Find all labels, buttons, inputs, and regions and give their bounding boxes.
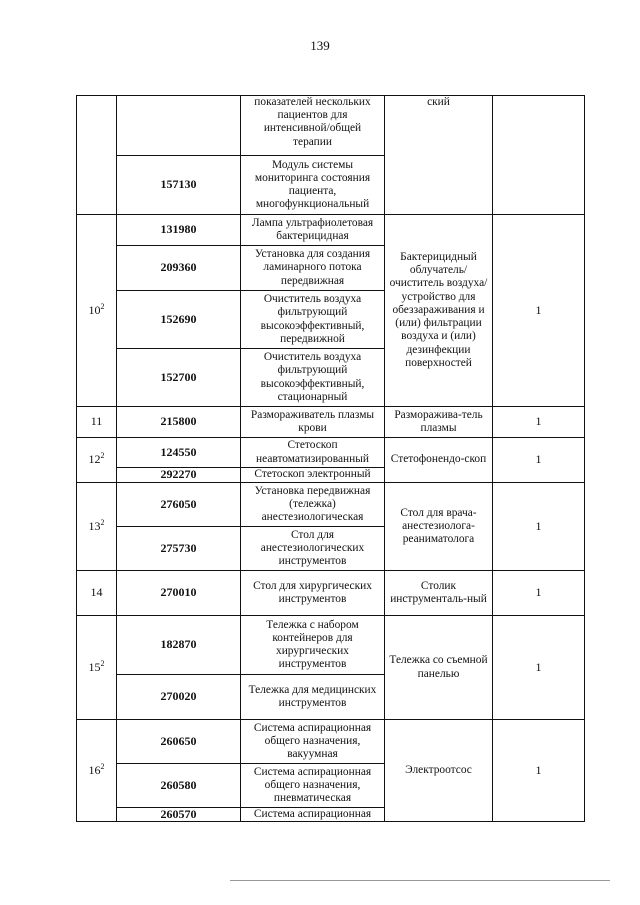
- code-cell: 215800: [117, 407, 241, 438]
- table-row: [77, 96, 585, 156]
- count-cell: [493, 96, 585, 215]
- code-cell: 260580: [117, 764, 241, 808]
- group-name-cell: Тележка со съемной панелью: [385, 616, 493, 720]
- code-cell: 270020: [117, 675, 241, 720]
- name-cell: Установка передвижная (тележка) анестезиологическая: [241, 483, 385, 527]
- name-cell: Система аспирационная общего назначения, пневматическая: [241, 764, 385, 808]
- name-cell: Размораживатель плазмы крови: [241, 407, 385, 438]
- table-row: [77, 407, 585, 438]
- code-cell: 152700: [117, 349, 241, 407]
- name-cell: Лампа ультрафиолетовая бактерицидная: [241, 215, 385, 246]
- bottom-divider: [230, 880, 610, 881]
- name-cell: Модуль системы мониторинга состояния пациента, многофункциональный: [241, 156, 385, 215]
- code-cell: 152690: [117, 291, 241, 349]
- group-name-cell: Разморажива-тель плазмы: [385, 407, 493, 438]
- code-cell: 157130: [117, 156, 241, 215]
- code-cell: 131980: [117, 215, 241, 246]
- code-cell: 209360: [117, 246, 241, 291]
- table-row: [77, 571, 585, 616]
- page-number: 139: [310, 38, 330, 53]
- name-cell: Тележка для медицинских инструментов: [241, 675, 385, 720]
- code-cell: 260650: [117, 720, 241, 764]
- row-number-cell: $13^2$: [77, 483, 117, 571]
- row-number-cell: $10^2$: [77, 215, 117, 407]
- code-cell: 182870: [117, 616, 241, 675]
- row-number-cell: [77, 96, 117, 215]
- code-cell: [117, 96, 241, 156]
- count-cell: 1: [493, 483, 585, 571]
- count-cell: 1: [493, 571, 585, 616]
- group-name-cell: Стетофонендо-скоп: [385, 438, 493, 483]
- name-cell: Установка для создания ламинарного потока передвижная: [241, 246, 385, 291]
- name-cell: Стетоскоп неавтоматизированный: [241, 438, 385, 468]
- table-row: [77, 720, 585, 764]
- table-row: [77, 215, 585, 246]
- table-row: [77, 438, 585, 468]
- code-cell: 260570: [117, 808, 241, 822]
- code-cell: 276050: [117, 483, 241, 527]
- group-name-cell: Бактерицидный облучатель/ очиститель воздуха/ устройство для обеззараживания и (или) фильтрации воздуха и (или) дезинфекции поверхностей: [385, 215, 493, 407]
- name-cell: Тележка с набором контейнеров для хирургических инструментов: [241, 616, 385, 675]
- name-cell: Система аспирационная общего назначения, вакуумная: [241, 720, 385, 764]
- count-cell: 1: [493, 616, 585, 720]
- group-name-cell: ский: [385, 96, 493, 215]
- table-row: [77, 616, 585, 675]
- count-cell: 1: [493, 407, 585, 438]
- table-row: [77, 483, 585, 527]
- row-number-cell: $12^2$: [77, 438, 117, 483]
- row-number-cell: 11: [77, 407, 117, 438]
- group-name-cell: Электроотсос: [385, 720, 493, 822]
- name-cell: Очиститель воздуха фильтрующий высокоэффективный, стационарный: [241, 349, 385, 407]
- group-name-cell: Стол для врача-анестезиолога-реаниматолога: [385, 483, 493, 571]
- count-cell: 1: [493, 215, 585, 407]
- row-number-cell: $16^2$: [77, 720, 117, 822]
- name-cell: Очиститель воздуха фильтрующий высокоэффективный, передвижной: [241, 291, 385, 349]
- name-cell: Система аспирационная: [241, 808, 385, 822]
- code-cell: 292270: [117, 468, 241, 483]
- equipment-table: [76, 95, 585, 822]
- code-cell: 270010: [117, 571, 241, 616]
- count-cell: 1: [493, 720, 585, 822]
- name-cell: Стол для хирургических инструментов: [241, 571, 385, 616]
- name-cell: Стол для анестезиологических инструментов: [241, 527, 385, 571]
- name-cell: показателей нескольких пациентов для интенсивной/общей терапии: [241, 96, 385, 156]
- row-number-cell: 14: [77, 571, 117, 616]
- code-cell: 124550: [117, 438, 241, 468]
- name-cell: Стетоскоп электронный: [241, 468, 385, 483]
- group-name-cell: Столик инструменталь-ный: [385, 571, 493, 616]
- row-number-cell: $15^2$: [77, 616, 117, 720]
- code-cell: 275730: [117, 527, 241, 571]
- count-cell: 1: [493, 438, 585, 483]
